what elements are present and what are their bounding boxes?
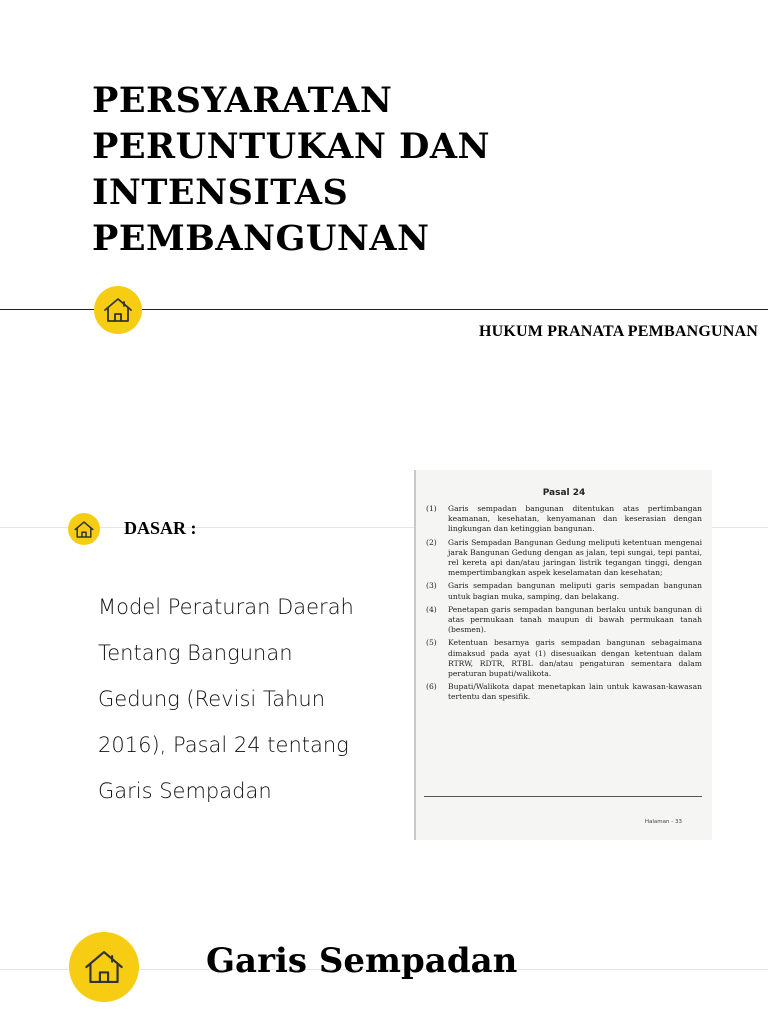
course-subtitle: HUKUM PRANATA PEMBANGUNAN — [478, 323, 758, 340]
document-rule — [424, 796, 702, 797]
footer-home-badge — [69, 932, 139, 1002]
document-page-number: Halaman - 33 — [644, 819, 682, 825]
body-line: 2016), Pasal 24 tentang — [98, 733, 349, 757]
article-number: (5) — [426, 638, 437, 648]
document-article — [426, 605, 702, 636]
section-home-badge — [68, 513, 100, 545]
article-text: Garis Sempadan Bangunan Gedung meliputi ketentuan mengenai jarak Bangunan Gedung dengan as jalan, tepi sungai, tepi pantai, rel kereta api dan/atau jaringan listrik tegangan tinggi, dengan mempertimbangkan aspek keselamatan dan kesehatan; — [448, 537, 702, 578]
section-body — [98, 584, 408, 814]
article-number: (4) — [426, 604, 437, 614]
page-title — [92, 78, 692, 262]
document-article — [426, 504, 702, 535]
document-article — [426, 682, 702, 702]
footer-title: Garis Sempadan — [206, 941, 518, 981]
article-number: (2) — [426, 537, 437, 547]
title-line: PERSYARATAN — [92, 80, 393, 121]
body-line: Gedung (Revisi Tahun — [98, 687, 326, 711]
document-heading: Pasal 24 — [542, 488, 586, 498]
home-icon — [102, 296, 134, 324]
article-text: Bupati/Walikota dapat menetapkan lain untuk kawasan-kawasan tertentu dan spesifik. — [448, 682, 702, 702]
document-article — [426, 538, 702, 579]
document-articles — [426, 504, 702, 706]
body-line: Model Peraturan Daerah — [98, 595, 354, 619]
article-text: Garis sempadan bangunan meliputi garis sempadan bangunan untuk bagian muka, samping, dan belakang. — [448, 581, 702, 601]
article-number: (1) — [426, 504, 437, 513]
document-article — [426, 638, 702, 679]
body-line: Garis Sempadan — [98, 779, 272, 803]
article-text: Penetapan garis sempadan bangunan berlaku untuk bangunan di atas permukaan tanah maupun di bawah permukaan tanah (besmen). — [448, 604, 702, 635]
regulation-document-image — [414, 470, 712, 840]
home-icon — [73, 520, 95, 539]
body-line: Tentang Bangunan — [98, 641, 293, 665]
document-article — [426, 581, 702, 601]
title-line: INTENSITAS — [92, 172, 349, 213]
article-text: Ketentuan besarnya garis sempadan bangunan sebagaimana dimaksud pada ayat (1) disesuaikan dengan ketentuan dalam RTRW, RDTR, RTBL dan/atau pengaturan sementara dalam peraturan bupati/walikota. — [448, 638, 702, 679]
article-number: (6) — [426, 682, 437, 692]
article-text: Garis sempadan bangunan ditentukan atas pertimbangan keamanan, kesehatan, kenyamanan dan keserasian dengan lingkungan dan ketinggian bangunan. — [448, 504, 702, 534]
title-line: PERUNTUKAN DAN — [92, 126, 490, 167]
title-line: PEMBANGUNAN — [92, 218, 430, 259]
home-badge — [94, 286, 142, 334]
article-number: (3) — [426, 581, 437, 591]
section-heading: DASAR : — [124, 518, 197, 538]
home-icon — [82, 948, 126, 986]
